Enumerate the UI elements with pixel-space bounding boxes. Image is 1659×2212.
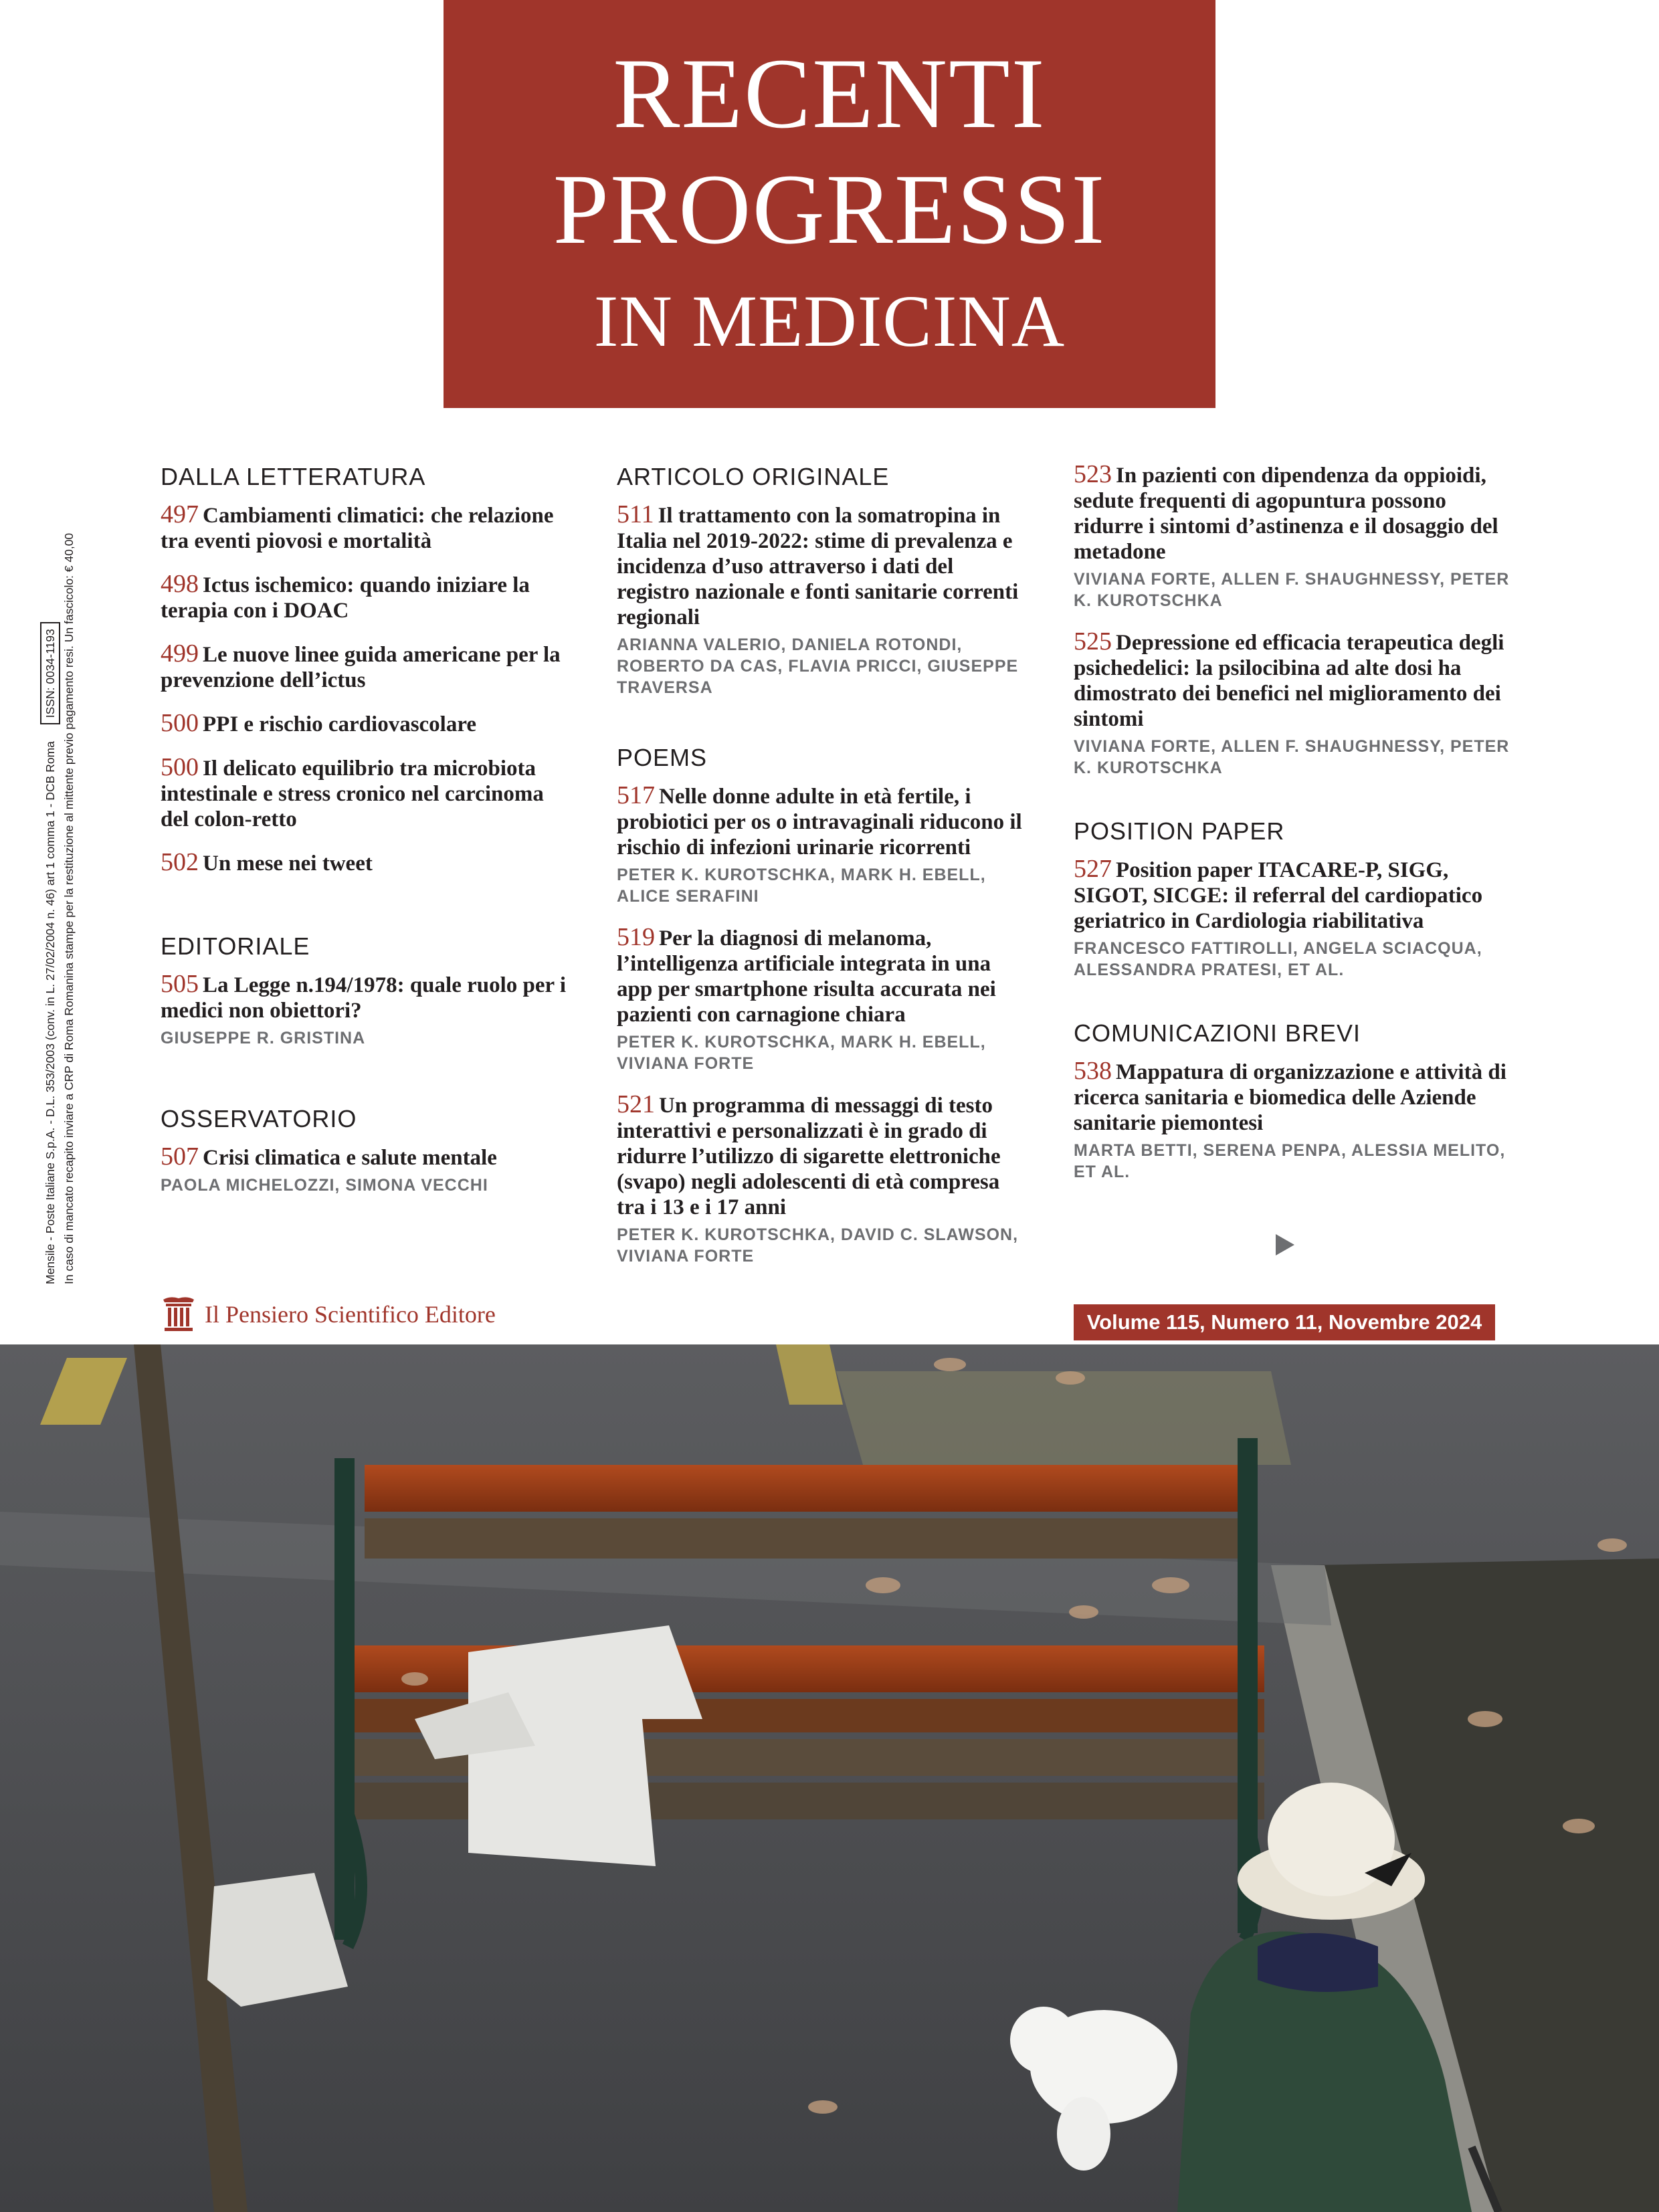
page-number: 507 (161, 1142, 199, 1171)
section-heading: DALLA LETTERATURA (161, 463, 426, 490)
article-authors: VIVIANA FORTE, ALLEN F. SHAUGHNESSY, PETER K. KUROTSCHKA (1074, 570, 1510, 610)
article-authors: ARIANNA VALERIO, DANIELA ROTONDI, ROBERTO DA CAS, FLAVIA PRICCI, GIUSEPPE TRAVERSA (617, 635, 1019, 697)
bench-scene-illustration (0, 1344, 1659, 2212)
page-number: 527 (1074, 855, 1112, 883)
postal-sidebar (13, 462, 78, 1284)
toc-column-2 (617, 462, 1032, 1284)
article-title: Depressione ed efficacia terapeutica degli psichedelici: la psilocibina ad alte dosi ha dimostrato dei benefici nel miglioramento dei sintomi (1074, 631, 1504, 731)
page-number: 500 (161, 753, 199, 781)
publisher-brand (161, 1294, 496, 1334)
toc-entry[interactable] (161, 502, 575, 554)
toc-entry[interactable] (161, 849, 575, 876)
page-number: 523 (1074, 460, 1112, 488)
toc-entry[interactable] (161, 755, 575, 832)
article-title: Mappatura di organizzazione e attività di ricerca sanitaria e biomedica delle Aziende sanitarie piemontesi (1074, 1060, 1506, 1135)
page-number: 517 (617, 781, 655, 809)
toc-entry[interactable] (1074, 629, 1515, 779)
masthead (444, 0, 1215, 408)
page-number: 511 (617, 500, 654, 528)
toc-entry[interactable] (161, 641, 575, 693)
article-title: Il delicato equilibrio tra microbiota intestinale e stress cronico nel carcinoma del colon-retto (161, 757, 544, 831)
toc-column-3 (1074, 462, 1515, 1200)
toc-entry[interactable] (1074, 462, 1515, 611)
article-title: PPI e rischio cardiovascolare (203, 712, 477, 736)
page-number: 525 (1074, 627, 1112, 656)
section-heading: COMUNICAZIONI BREVI (1074, 1019, 1361, 1047)
issn-box: ISSN: 0034-1193 (40, 622, 60, 724)
article-title: Nelle donne adulte in età fertile, i probiotici per os o intravaginali riducono il rischio di infezioni urinarie ricorrenti (617, 785, 1022, 860)
article-authors: MARTA BETTI, SERENA PENPA, ALESSIA MELITO, ET AL. (1074, 1141, 1506, 1181)
toc-entry[interactable] (617, 1092, 1032, 1267)
masthead-line-3: IN MEDICINA (593, 280, 1066, 362)
masthead-line-1: RECENTI (613, 38, 1046, 149)
arrow-right-icon[interactable] (1276, 1234, 1294, 1255)
toc-entry[interactable] (617, 924, 1032, 1074)
page-number: 521 (617, 1090, 655, 1118)
cover-photo (0, 1344, 1659, 2212)
page-number: 538 (1074, 1057, 1112, 1085)
section-heading: OSSERVATORIO (161, 1105, 357, 1132)
page-number: 497 (161, 500, 199, 528)
article-authors: FRANCESCO FATTIROLLI, ANGELA SCIACQUA, ALESSANDRA PRATESI, ET AL. (1074, 939, 1482, 979)
article-title: Ictus ischemico: quando iniziare la terapia con i DOAC (161, 573, 530, 623)
page-number: 498 (161, 570, 199, 598)
postal-line-1: Mensile - Poste Italiane S.p.A. - D.L. 353/2003 (conv. in L. 27/02/2004 n. 46) art 1 comma 1 - DCB Roma (43, 741, 57, 1284)
masthead-line-2: PROGRESSI (553, 154, 1106, 265)
article-title: Per la diagnosi di melanoma, l’intelligenza artificiale integrata in una app per smartphone risulta accurata nei pazienti con carnagione chiara (617, 926, 996, 1027)
toc-entry[interactable] (161, 710, 575, 737)
toc-entry[interactable] (1074, 1058, 1515, 1183)
article-title: Crisi climatica e salute mentale (203, 1146, 497, 1170)
section-heading: POEMS (617, 744, 708, 771)
page-number: 502 (161, 848, 199, 876)
toc-column-1 (161, 462, 575, 1213)
toc-entry[interactable] (617, 783, 1032, 907)
page-number: 500 (161, 709, 199, 737)
toc-entry[interactable] (617, 502, 1032, 698)
article-title: Il trattamento con la somatropina in Italia nel 2019-2022: stime di prevalenza e incidenza d’uso attraverso i dati del registro nazionale e fonti sanitarie correnti regionali (617, 504, 1019, 629)
article-authors: VIVIANA FORTE, ALLEN F. SHAUGHNESSY, PETER K. KUROTSCHKA (1074, 737, 1510, 777)
toc-entry[interactable] (161, 571, 575, 623)
article-authors: PETER K. KUROTSCHKA, MARK H. EBELL, ALICE SERAFINI (617, 866, 986, 906)
article-title: Cambiamenti climatici: che relazione tra eventi piovosi e mortalità (161, 504, 554, 553)
toc-entry[interactable] (1074, 856, 1515, 981)
page-number: 505 (161, 970, 199, 998)
toc-entry[interactable] (161, 1144, 575, 1196)
article-title: In pazienti con dipendenza da oppioidi, sedute frequenti di agopuntura possono ridurre i sintomi d’astinenza e il dosaggio del metadone (1074, 464, 1498, 564)
postal-line-2: In caso di mancato recapito inviare a CRP di Roma Romanina stampe per la restituzione al mittente previo pagamento resi. Un fascicolo: € 40,00 (62, 532, 76, 1284)
section-heading: ARTICOLO ORIGINALE (617, 463, 890, 490)
page-number: 499 (161, 639, 199, 668)
article-authors: PETER K. KUROTSCHKA, MARK H. EBELL, VIVIANA FORTE (617, 1033, 986, 1073)
column-icon (161, 1296, 197, 1333)
toc-entry[interactable] (161, 971, 575, 1049)
article-title: Un mese nei tweet (203, 851, 373, 876)
publisher-name: Il Pensiero Scientifico Editore (205, 1301, 496, 1328)
article-authors: GIUSEPPE R. GRISTINA (161, 1029, 366, 1047)
article-title: La Legge n.194/1978: quale ruolo per i medici non obiettori? (161, 973, 566, 1023)
page-number: 519 (617, 923, 655, 951)
volume-badge: Volume 115, Numero 11, Novembre 2024 (1074, 1304, 1495, 1340)
article-title: Le nuove linee guida americane per la prevenzione dell’ictus (161, 643, 561, 692)
section-heading: POSITION PAPER (1074, 817, 1285, 845)
article-authors: PAOLA MICHELOZZI, SIMONA VECCHI (161, 1176, 488, 1195)
article-authors: PETER K. KUROTSCHKA, DAVID C. SLAWSON, VIVIANA FORTE (617, 1225, 1019, 1266)
article-title: Position paper ITACARE-P, SIGG, SIGOT, SICGE: il referral del cardiopatico geriatrico in Cardiologia riabilitativa (1074, 858, 1483, 933)
article-title: Un programma di messaggi di testo interattivi e personalizzati è in grado di ridurre l’utilizzo di sigarette elettroniche (svapo) negli adolescenti di età compresa tra i 13 e i 17 anni (617, 1094, 1001, 1219)
section-heading: EDITORIALE (161, 932, 310, 960)
